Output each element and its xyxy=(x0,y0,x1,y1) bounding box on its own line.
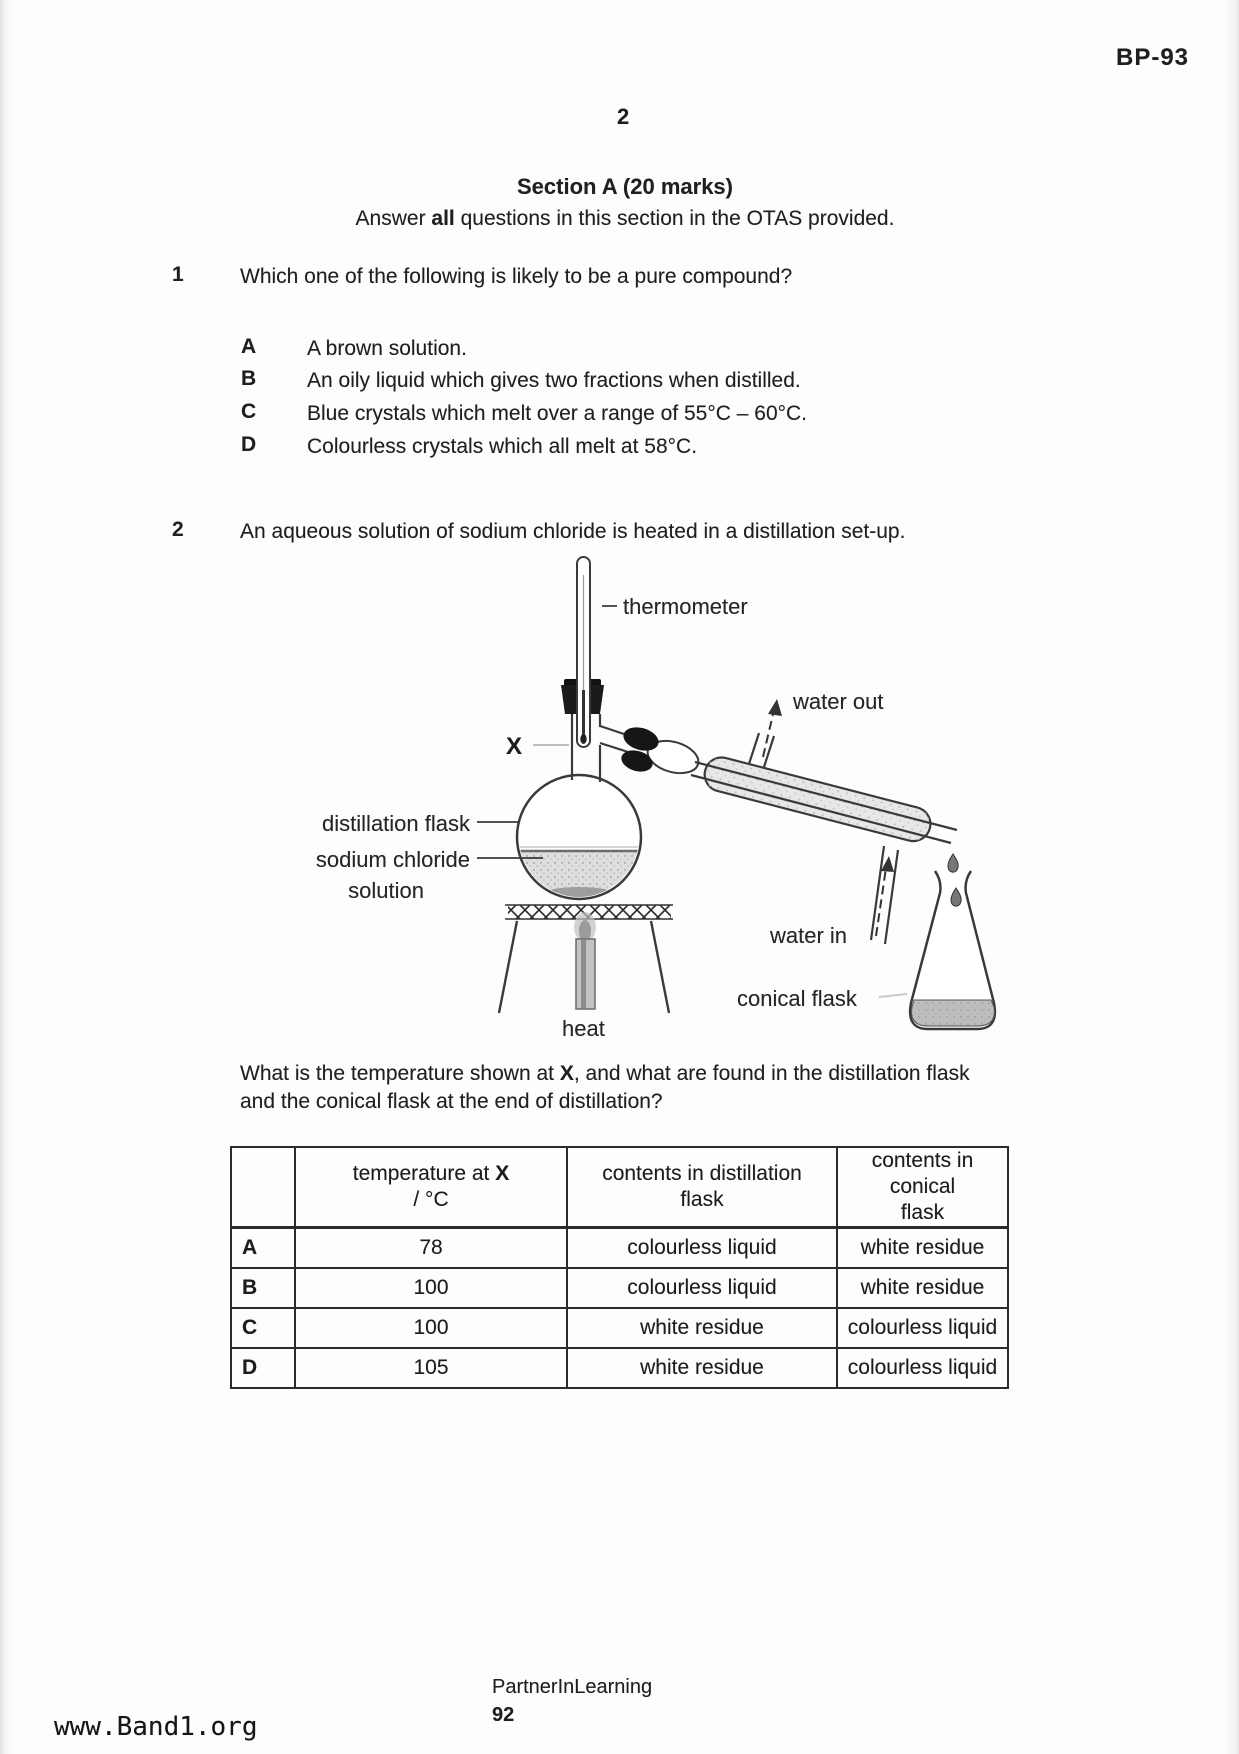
row-d-distillation: white residue xyxy=(567,1348,837,1388)
row-a-distillation: colourless liquid xyxy=(567,1228,837,1269)
thermometer-label: thermometer xyxy=(623,594,748,619)
header-temp-text: temperature at xyxy=(352,1162,496,1185)
condenser xyxy=(691,733,957,944)
row-c-temperature: 100 xyxy=(295,1308,567,1348)
row-c-conical: colourless liquid xyxy=(837,1308,1008,1348)
q1-text: Which one of the following is likely to be a pure compound? xyxy=(240,265,793,288)
table-header-row xyxy=(231,1147,1008,1228)
page-number: 2 xyxy=(617,104,630,129)
water-out-label: water out xyxy=(793,689,884,714)
q1-option-a-letter: A xyxy=(241,335,257,358)
table-row xyxy=(231,1268,1008,1308)
instruction-prefix: Answer xyxy=(355,207,432,230)
header-conical-line1: contents in conical xyxy=(871,1149,974,1198)
instruction-bold: all xyxy=(431,207,455,230)
row-d-temperature: 105 xyxy=(295,1348,567,1388)
header-conical-line2: flask xyxy=(900,1201,945,1224)
header-dist-line1: contents in distillation xyxy=(602,1162,802,1185)
q2-question-l1c: , and what are found in the distillation flask xyxy=(573,1062,970,1085)
header-conical-cell xyxy=(837,1147,1008,1228)
q1-option-c-letter: C xyxy=(241,400,257,423)
water-out-arrow xyxy=(763,699,782,757)
footer-website: www.Band1.org xyxy=(54,1712,258,1742)
row-a-label: A xyxy=(231,1228,295,1269)
q2-question xyxy=(240,1060,1120,1116)
row-b-distillation: colourless liquid xyxy=(567,1268,837,1308)
conical-flask-leader-line xyxy=(879,994,907,997)
water-in-label: water in xyxy=(770,923,848,948)
q1-option-b-letter: B xyxy=(241,367,257,390)
header-temp-unit: / °C xyxy=(413,1188,449,1211)
footer-page-number: 92 xyxy=(492,1704,515,1726)
q2-question-l1b: X xyxy=(559,1062,574,1085)
distillation-flask-label: distillation flask xyxy=(322,811,470,836)
header-blank-cell xyxy=(231,1147,295,1228)
row-d-conical: colourless liquid xyxy=(837,1348,1008,1388)
section-header xyxy=(275,174,975,231)
q1-option-d-text: Colourless crystals which all melt at 58°C. xyxy=(307,435,698,458)
section-title: Section A (20 marks) xyxy=(516,174,733,199)
row-d-label: D xyxy=(231,1348,295,1388)
answer-table xyxy=(230,1146,1009,1389)
instruction-suffix: questions in this section in the OTAS provided. xyxy=(454,207,895,230)
doc-code: BP-93 xyxy=(1116,44,1190,71)
solution-label: solution xyxy=(348,878,424,903)
heat-label: heat xyxy=(562,1016,605,1041)
q1-option-c-text: Blue crystals which melt over a range of 55°C – 60°C. xyxy=(307,402,808,425)
row-c-distillation: white residue xyxy=(567,1308,837,1348)
row-b-label: B xyxy=(231,1268,295,1308)
q1-option-d-letter: D xyxy=(241,433,257,456)
table-row xyxy=(231,1308,1008,1348)
conical-flask-label: conical flask xyxy=(737,986,857,1011)
q1-option-a-text: A brown solution. xyxy=(307,337,467,360)
q2-question-line2: and the conical flask at the end of distillation? xyxy=(240,1090,663,1113)
row-a-conical: white residue xyxy=(837,1228,1008,1269)
burner xyxy=(574,912,596,1009)
q2-question-l1a: What is the temperature shown at xyxy=(240,1062,560,1085)
row-b-conical: white residue xyxy=(837,1268,1008,1308)
table-row xyxy=(231,1348,1008,1388)
table-row xyxy=(231,1228,1008,1269)
q1-number: 1 xyxy=(172,263,184,286)
footer-partner: PartnerInLearning xyxy=(492,1676,653,1698)
q2-text: An aqueous solution of sodium chloride is heated in a distillation set-up. xyxy=(240,520,906,543)
distillation-diagram xyxy=(255,548,1015,1048)
row-a-temperature: 78 xyxy=(295,1228,567,1269)
q2-question-line1 xyxy=(240,1060,1120,1088)
q1-option-b-text: An oily liquid which gives two fractions when distilled. xyxy=(307,369,801,392)
header-temperature-cell xyxy=(295,1147,567,1228)
thermometer-shape xyxy=(577,557,590,747)
row-b-temperature: 100 xyxy=(295,1268,567,1308)
x-marker-label: X xyxy=(506,733,523,760)
header-temp-x: X xyxy=(495,1162,510,1185)
header-dist-line2: flask xyxy=(680,1188,724,1211)
row-c-label: C xyxy=(231,1308,295,1348)
section-instruction xyxy=(275,207,975,231)
header-distillation-cell xyxy=(567,1147,837,1228)
q2-number: 2 xyxy=(172,518,184,541)
sodium-chloride-label: sodium chloride xyxy=(315,847,470,872)
